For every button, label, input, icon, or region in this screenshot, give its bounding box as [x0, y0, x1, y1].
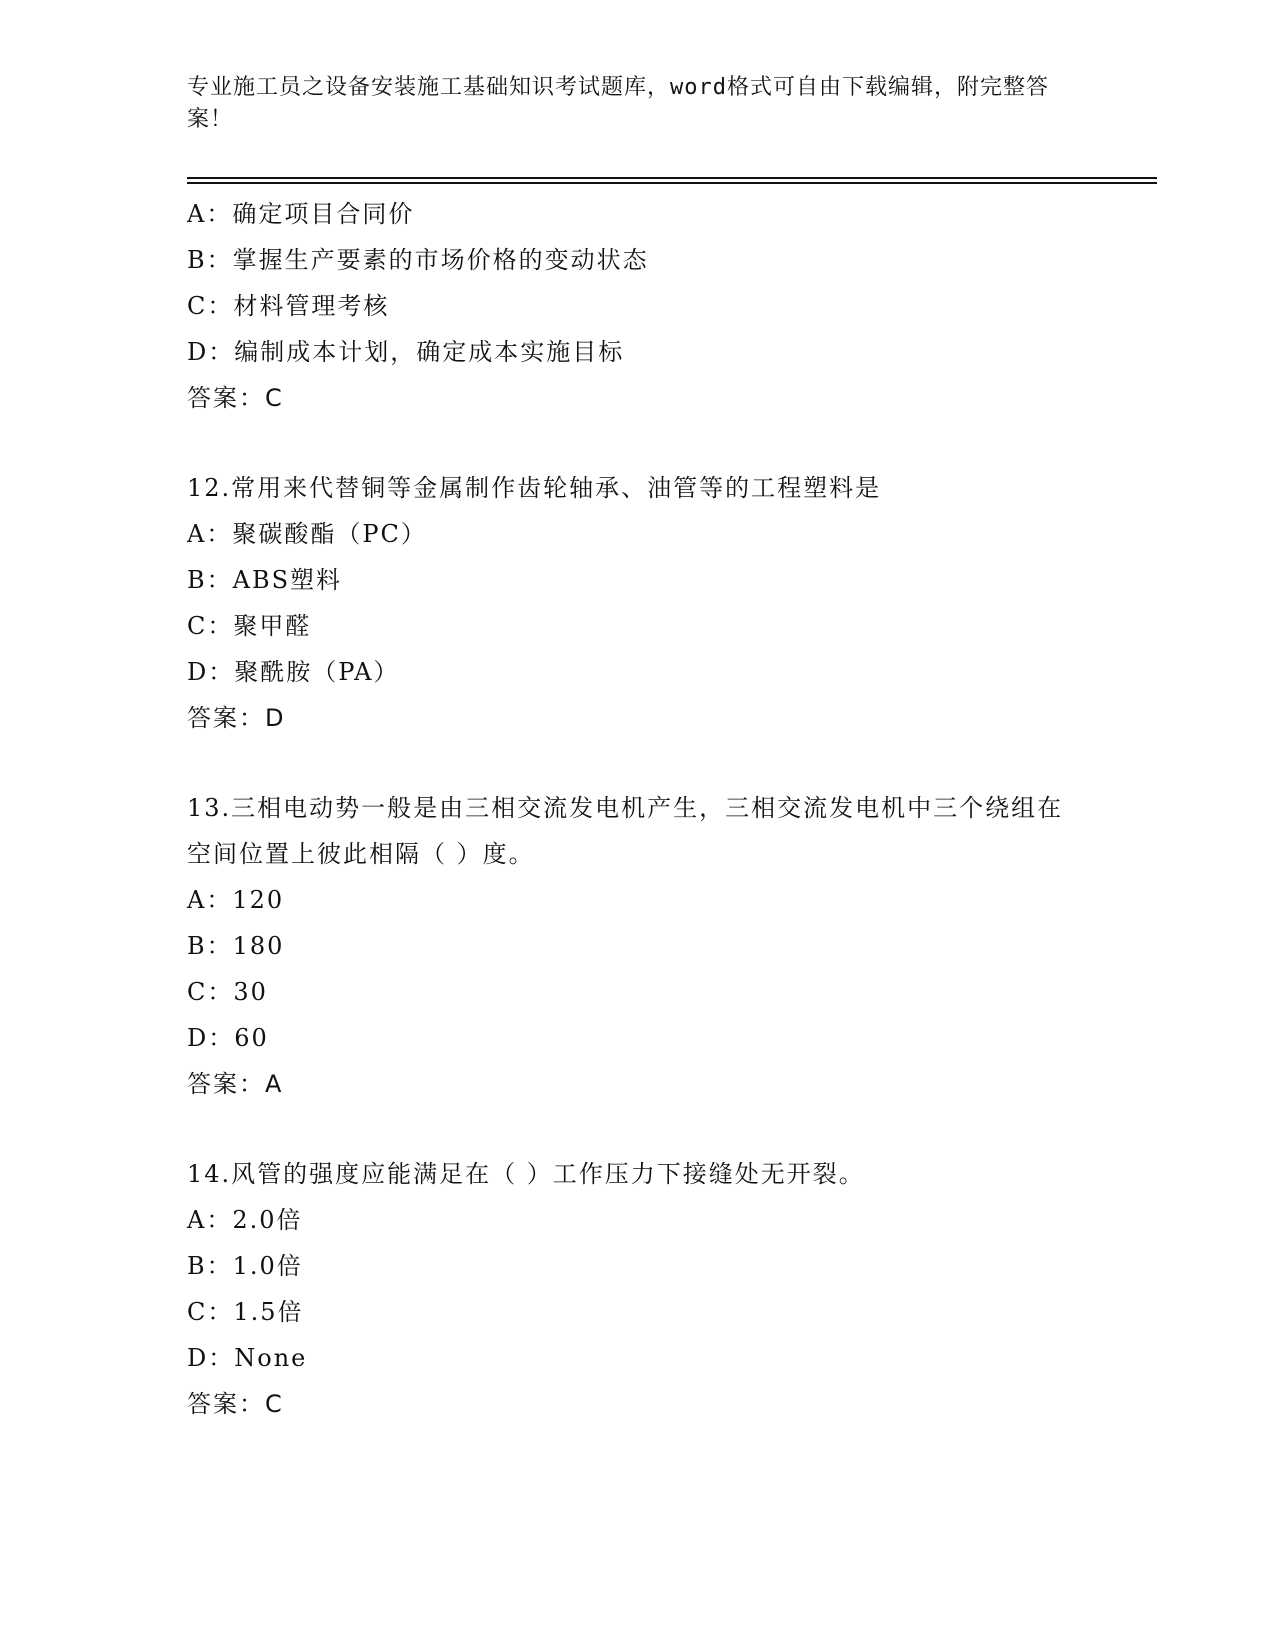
question-answer: 答案：A [187, 1070, 284, 1098]
question-option-d: D：编制成本计划，确定成本实施目标 [187, 338, 625, 366]
question-answer: 答案：D [187, 704, 286, 732]
question-option-c: C：聚甲醛 [187, 612, 312, 640]
question-option-c: C：1.5倍 [187, 1298, 304, 1326]
question-stem: 14.风管的强度应能满足在（ ）工作压力下接缝处无开裂。 [187, 1160, 865, 1188]
question-option-b: B：1.0倍 [187, 1252, 303, 1280]
question-answer: 答案：C [187, 1390, 284, 1418]
question-gap [187, 1107, 1157, 1151]
question-stem: 12.常用来代替铜等金属制作齿轮轴承、油管等的工程塑料是 [187, 474, 882, 502]
question-option-d: D：None [187, 1344, 308, 1372]
question-option-b: B：掌握生产要素的市场价格的变动状态 [187, 246, 649, 274]
question-option-b: B：ABS塑料 [187, 566, 343, 594]
question-option-a: A：确定项目合同价 [187, 200, 415, 228]
question-gap [187, 741, 1157, 785]
question-option-b: B：180 [187, 932, 285, 960]
question-list [187, 191, 1157, 1427]
question-14 [187, 1151, 1157, 1427]
document-header: 专业施工员之设备安装施工基础知识考试题库，word格式可自由下载编辑，附完整答案！ [187, 75, 1049, 132]
question-answer: 答案：C [187, 384, 284, 412]
question-12 [187, 465, 1157, 741]
question-11 [187, 191, 1157, 421]
question-option-c: C：材料管理考核 [187, 292, 390, 320]
header-divider-bottom [187, 182, 1157, 184]
question-option-a: A：120 [187, 886, 285, 914]
document-page [187, 0, 1157, 1650]
header-divider-top [187, 177, 1157, 179]
question-option-d: D：聚酰胺（PA） [187, 658, 400, 686]
question-option-c: C：30 [187, 978, 268, 1006]
question-13 [187, 785, 1157, 1107]
question-option-a: A：聚碳酸酯（PC） [187, 520, 427, 548]
question-option-d: D：60 [187, 1024, 269, 1052]
question-stem: 13.三相电动势一般是由三相交流发电机产生，三相交流发电机中三个绕组在空间位置上彼此相隔（ ）度。 [187, 794, 1064, 868]
question-gap [187, 421, 1157, 465]
question-option-a: A：2.0倍 [187, 1206, 303, 1234]
